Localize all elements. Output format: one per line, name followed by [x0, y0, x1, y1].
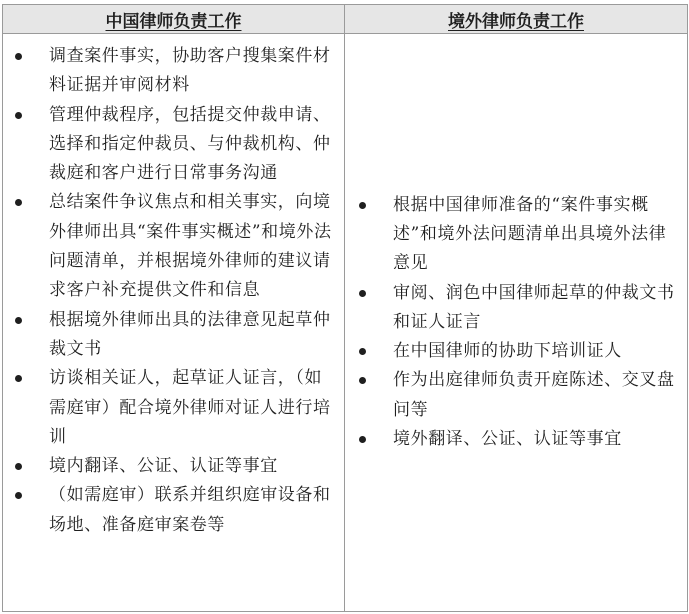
list-item-text: 境外翻译、公证、认证等事宜	[393, 429, 622, 450]
list-item-text: 根据中国律师准备的“案件事实概述”和境外法问题清单出具境外法律意见	[393, 194, 667, 274]
bullet-icon	[359, 202, 366, 209]
list-item-text: 根据境外律师出具的法律意见起草仲裁文书	[49, 309, 331, 359]
list-item	[355, 279, 679, 338]
list-item	[11, 306, 332, 365]
list-item	[11, 481, 332, 540]
list-item	[355, 425, 679, 454]
header-cell-chinese-lawyer	[3, 5, 345, 34]
foreign-lawyer-task-list	[345, 187, 687, 459]
bullet-icon	[15, 492, 22, 499]
bullet-icon	[15, 53, 22, 60]
bullet-icon	[359, 348, 366, 355]
list-item-text: 在中国律师的协助下培训证人	[393, 341, 622, 362]
content-row	[3, 34, 688, 612]
bullet-icon	[359, 290, 366, 297]
header-chinese-lawyer: 中国律师负责工作	[105, 11, 242, 32]
list-item	[11, 364, 332, 452]
bullet-icon	[15, 375, 22, 382]
list-item	[355, 337, 679, 366]
foreign-lawyer-column	[345, 34, 688, 612]
header-cell-foreign-lawyer	[345, 5, 688, 34]
bullet-icon	[359, 436, 366, 443]
list-item	[11, 101, 332, 189]
list-item-text: 访谈相关证人，起草证人证言，（如需庭审）配合境外律师对证人进行培训	[49, 368, 331, 447]
list-item	[355, 366, 679, 425]
responsibility-table	[2, 4, 688, 612]
chinese-lawyer-task-list	[3, 34, 344, 546]
list-item	[355, 191, 679, 279]
bullet-icon	[15, 463, 22, 470]
bullet-icon	[15, 199, 22, 206]
list-item-text: 调查案件事实，协助客户搜集案件材料证据并审阅材料	[49, 46, 331, 96]
bullet-icon	[15, 317, 22, 324]
list-item	[11, 452, 332, 481]
list-item	[11, 42, 332, 101]
bullet-icon	[359, 377, 366, 384]
header-foreign-lawyer: 境外律师负责工作	[448, 11, 584, 32]
list-item-text: 作为出庭律师负责开庭陈述、交叉盘问等	[393, 370, 675, 420]
list-item	[11, 188, 332, 305]
list-item-text: 境内翻译、公证、认证等事宜	[49, 456, 278, 477]
chinese-lawyer-column	[3, 34, 345, 612]
list-item-text: 总结案件争议焦点和相关事实，向境外律师出具“案件事实概述”和境外法问题清单，并根据境外律师的建议请求客户补充提供文件和信息	[49, 192, 332, 301]
list-item-text: （如需庭审）联系并组织庭审设备和场地、准备庭审案卷等	[49, 485, 331, 535]
list-item-text: 管理仲裁程序，包括提交仲裁申请、选择和指定仲裁员、与仲裁机构、仲裁庭和客户进行日常事务沟通	[49, 104, 331, 184]
bullet-icon	[15, 112, 22, 119]
header-row	[3, 5, 688, 34]
list-item-text: 审阅、润色中国律师起草的仲裁文书和证人证言	[393, 282, 675, 332]
